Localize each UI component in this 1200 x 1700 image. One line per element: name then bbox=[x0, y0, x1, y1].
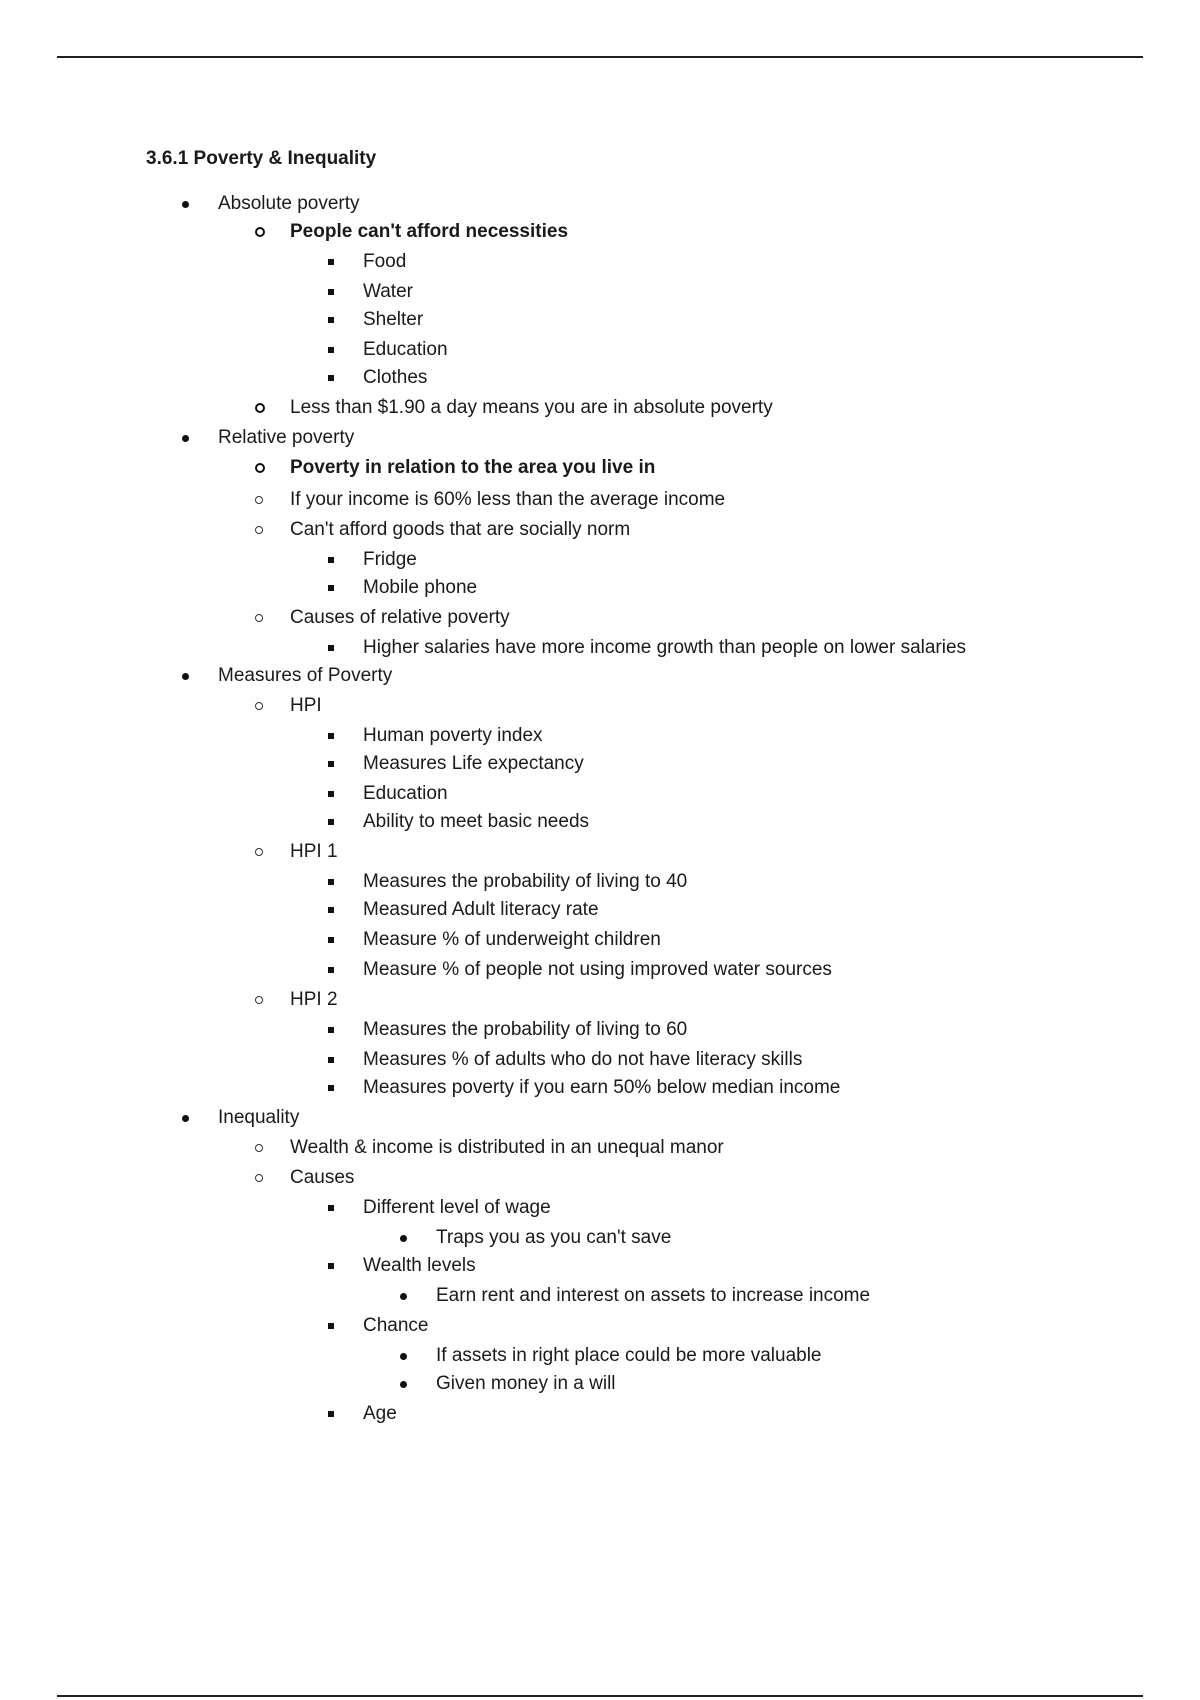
list-item-text: Higher salaries have more income growth than people on lower salaries bbox=[363, 637, 967, 658]
list-item-text: Education bbox=[363, 339, 448, 360]
bullet-square-icon bbox=[328, 1205, 334, 1211]
list-item-text: If your income is 60% less than the average income bbox=[290, 489, 726, 510]
bullet-disc-icon bbox=[400, 1381, 407, 1388]
list-item-text: Different level of wage bbox=[363, 1197, 551, 1218]
bullet-square-icon bbox=[328, 819, 334, 825]
list-item-text: Given money in a will bbox=[436, 1373, 616, 1394]
bullet-square-icon bbox=[328, 1085, 334, 1091]
list-item-text: Human poverty index bbox=[363, 725, 543, 746]
list-item-text: Measures % of adults who do not have literacy skills bbox=[363, 1049, 803, 1070]
bullet-disc-icon bbox=[400, 1235, 407, 1242]
list-item-text: Can't afford goods that are socially norm bbox=[290, 519, 631, 540]
list-item-text: Causes bbox=[290, 1167, 355, 1188]
bullet-disc-icon bbox=[182, 435, 189, 442]
list-item-text: Earn rent and interest on assets to increase income bbox=[436, 1285, 871, 1306]
list-item-text: Measures of Poverty bbox=[218, 665, 393, 686]
list-item-text: Causes of relative poverty bbox=[290, 607, 510, 628]
bullet-square-icon bbox=[328, 761, 334, 767]
list-item-text: Education bbox=[363, 783, 448, 804]
list-item-text: Measures poverty if you earn 50% below median income bbox=[363, 1077, 841, 1098]
bullet-square-icon bbox=[328, 585, 334, 591]
bullet-square-icon bbox=[328, 1057, 334, 1063]
list-item-text: Absolute poverty bbox=[218, 193, 360, 214]
list-item-text: Measures Life expectancy bbox=[363, 753, 584, 774]
bullet-square-icon bbox=[328, 1323, 334, 1329]
bullet-ring-icon bbox=[255, 702, 263, 710]
bullet-ring-icon bbox=[255, 996, 263, 1004]
bullet-ring-icon bbox=[255, 614, 263, 622]
bullet-ring-icon bbox=[255, 526, 263, 534]
bullet-ring-icon bbox=[255, 1174, 263, 1182]
list-item-text: Clothes bbox=[363, 367, 428, 388]
footer-rule bbox=[57, 1695, 1143, 1697]
bullet-square-icon bbox=[328, 907, 334, 913]
list-item-text: Inequality bbox=[218, 1107, 300, 1128]
bullet-square-icon bbox=[328, 1411, 334, 1417]
bullet-ring-icon bbox=[255, 1144, 263, 1152]
list-item-text: Food bbox=[363, 251, 407, 272]
bullet-square-icon bbox=[328, 347, 334, 353]
list-item-text: Measures the probability of living to 60 bbox=[363, 1019, 688, 1040]
list-item-text: If assets in right place could be more valuable bbox=[436, 1345, 822, 1366]
bullet-ring-icon bbox=[255, 496, 263, 504]
bullet-ring-bold-icon bbox=[255, 227, 265, 237]
list-item-text: Water bbox=[363, 281, 413, 302]
bullet-disc-icon bbox=[182, 201, 189, 208]
bullet-square-icon bbox=[328, 645, 334, 651]
list-item-text: HPI 2 bbox=[290, 989, 338, 1010]
list-item-text: Shelter bbox=[363, 309, 424, 330]
bullet-square-icon bbox=[328, 733, 334, 739]
list-item-text: Measured Adult literacy rate bbox=[363, 899, 599, 920]
list-item-text: Less than $1.90 a day means you are in absolute poverty bbox=[290, 397, 773, 418]
bullet-disc-icon bbox=[400, 1293, 407, 1300]
list-item-text: People can't afford necessities bbox=[290, 221, 569, 242]
bullet-ring-bold-icon bbox=[255, 403, 265, 413]
list-item-text: Measure % of people not using improved water sources bbox=[363, 959, 832, 980]
bullet-ring-icon bbox=[255, 848, 263, 856]
list-item-text: Relative poverty bbox=[218, 427, 355, 448]
bullet-square-icon bbox=[328, 375, 334, 381]
list-item-text: Wealth & income is distributed in an unequal manor bbox=[290, 1137, 724, 1158]
list-item-text: Wealth levels bbox=[363, 1255, 476, 1276]
bullet-square-icon bbox=[328, 1263, 334, 1269]
bullet-square-icon bbox=[328, 1027, 334, 1033]
list-item-text: Measure % of underweight children bbox=[363, 929, 661, 950]
list-item-text: HPI 1 bbox=[290, 841, 338, 862]
list-item-text: HPI bbox=[290, 695, 322, 716]
bullet-square-icon bbox=[328, 289, 334, 295]
bullet-square-icon bbox=[328, 879, 334, 885]
list-item-text: Chance bbox=[363, 1315, 429, 1336]
bullet-square-icon bbox=[328, 557, 334, 563]
header-rule bbox=[57, 56, 1143, 58]
list-item-text: Fridge bbox=[363, 549, 417, 570]
list-item-text: Traps you as you can't save bbox=[436, 1227, 672, 1248]
list-item-text: Mobile phone bbox=[363, 577, 478, 598]
bullet-square-icon bbox=[328, 791, 334, 797]
bullet-disc-icon bbox=[400, 1353, 407, 1360]
list-item-text: Measures the probability of living to 40 bbox=[363, 871, 688, 892]
bullet-square-icon bbox=[328, 937, 334, 943]
bullet-square-icon bbox=[328, 317, 334, 323]
list-item-text: Poverty in relation to the area you live in bbox=[290, 457, 656, 478]
list-item-text: Ability to meet basic needs bbox=[363, 811, 590, 832]
bullet-square-icon bbox=[328, 967, 334, 973]
bullet-disc-icon bbox=[182, 673, 189, 680]
page-title: 3.6.1 Poverty & Inequality bbox=[146, 148, 377, 169]
list-item-text: Age bbox=[363, 1403, 397, 1424]
bullet-square-icon bbox=[328, 259, 334, 265]
bullet-disc-icon bbox=[182, 1115, 189, 1122]
bullet-ring-bold-icon bbox=[255, 463, 265, 473]
